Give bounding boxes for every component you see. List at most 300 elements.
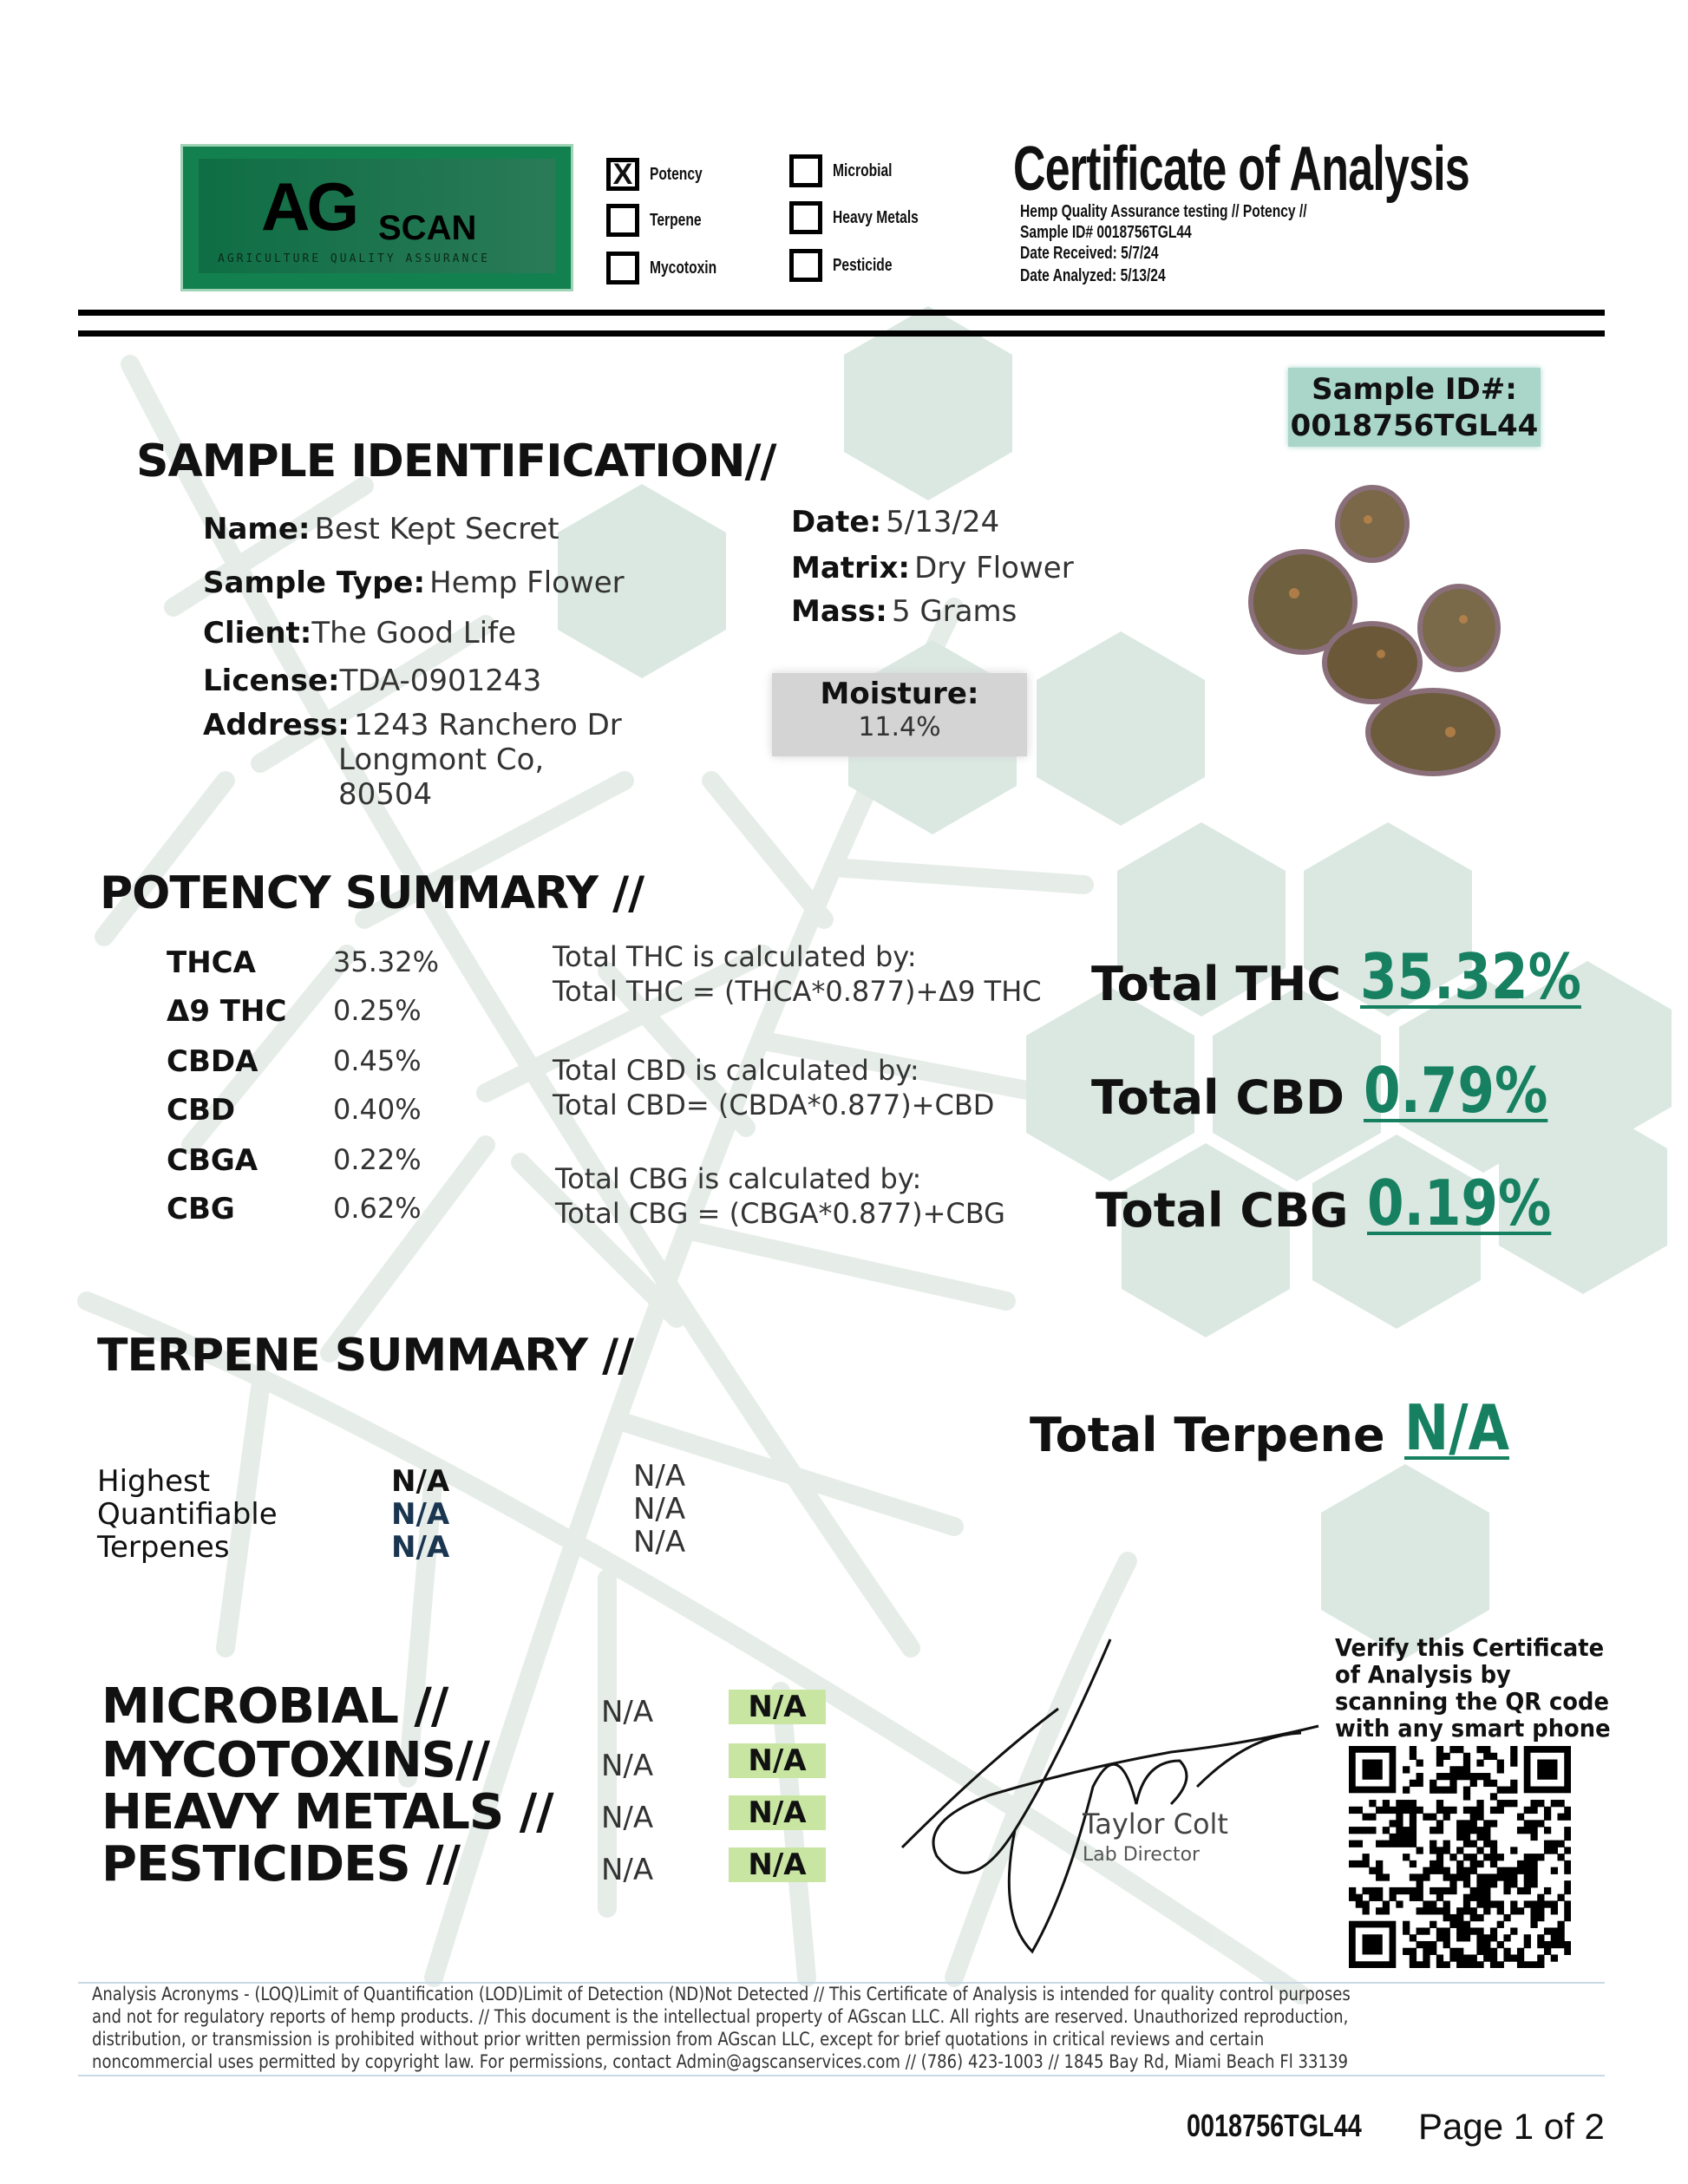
qr-module bbox=[1490, 1860, 1497, 1867]
qr-module bbox=[1436, 1934, 1443, 1941]
qr-module bbox=[1476, 1773, 1483, 1780]
qr-module bbox=[1503, 1887, 1510, 1894]
verify-line: Verify this Certificate bbox=[1335, 1633, 1605, 1662]
qr-module bbox=[1436, 1746, 1443, 1753]
qr-module bbox=[1470, 1961, 1477, 1968]
qr-module bbox=[1436, 1753, 1443, 1760]
qr-module bbox=[1490, 1753, 1497, 1760]
terpene-summary-heading: TERPENE SUMMARY // bbox=[97, 1330, 634, 1382]
qr-module bbox=[1483, 1820, 1490, 1827]
qr-module bbox=[1476, 1860, 1483, 1867]
cannabinoid-value: 0.45% bbox=[333, 1044, 422, 1077]
qr-module bbox=[1510, 1900, 1517, 1907]
qr-module bbox=[1456, 1921, 1463, 1928]
matrix-value: Dry Flower bbox=[914, 551, 1074, 585]
qr-module bbox=[1503, 1867, 1510, 1874]
qr-module bbox=[1564, 1807, 1571, 1814]
qr-module bbox=[1463, 1961, 1470, 1968]
qr-module bbox=[1376, 1860, 1383, 1867]
qr-module bbox=[1423, 1900, 1430, 1907]
qr-module bbox=[1510, 1873, 1517, 1880]
qr-module bbox=[1557, 1941, 1564, 1948]
test-result-badge: N/A bbox=[729, 1743, 826, 1778]
qr-module bbox=[1503, 1800, 1510, 1807]
test-value: N/A bbox=[601, 1749, 654, 1783]
checkbox-microbial[interactable] bbox=[789, 154, 822, 187]
qr-module bbox=[1349, 1860, 1356, 1867]
qr-module bbox=[1483, 1941, 1490, 1948]
qr-module bbox=[1456, 1867, 1463, 1874]
qr-module bbox=[1530, 1834, 1537, 1841]
cannabinoid-name: CBGA bbox=[167, 1143, 258, 1178]
qr-module bbox=[1497, 1787, 1504, 1794]
qr-module bbox=[1557, 1841, 1564, 1847]
qr-module bbox=[1436, 1860, 1443, 1867]
qr-module bbox=[1530, 1961, 1537, 1968]
qr-module bbox=[1430, 1814, 1436, 1821]
qr-module bbox=[1449, 1880, 1456, 1887]
qr-module bbox=[1530, 1914, 1537, 1921]
qr-module bbox=[1410, 1827, 1416, 1834]
qr-module bbox=[1476, 1827, 1483, 1834]
qr-module bbox=[1463, 1760, 1470, 1767]
qr-module bbox=[1356, 1894, 1363, 1901]
qr-module bbox=[1410, 1948, 1416, 1955]
qr-module bbox=[1410, 1841, 1416, 1847]
qr-module bbox=[1363, 1760, 1383, 1780]
qr-module bbox=[1396, 1800, 1403, 1807]
qr-module bbox=[1456, 1834, 1463, 1841]
qr-module bbox=[1490, 1873, 1497, 1880]
qr-module bbox=[1544, 1847, 1551, 1854]
qr-module bbox=[1503, 1934, 1510, 1941]
address-line: 80504 bbox=[338, 777, 433, 812]
qr-module bbox=[1557, 1894, 1564, 1901]
qr-module bbox=[1443, 1841, 1450, 1847]
checkbox-terpene[interactable] bbox=[606, 204, 639, 237]
qr-module bbox=[1436, 1807, 1443, 1814]
cannabinoid-value: 35.32% bbox=[333, 945, 440, 978]
checkbox-heavy-metals[interactable] bbox=[789, 201, 822, 234]
qr-module bbox=[1416, 1907, 1423, 1914]
qr-module bbox=[1369, 1894, 1376, 1901]
qr-module bbox=[1449, 1766, 1456, 1773]
qr-module bbox=[1537, 1894, 1544, 1901]
qr-module bbox=[1463, 1900, 1470, 1907]
qr-module bbox=[1430, 1921, 1436, 1928]
qr-module bbox=[1564, 1860, 1571, 1867]
qr-module bbox=[1443, 1961, 1450, 1968]
qr-module bbox=[1430, 1860, 1436, 1867]
qr-module bbox=[1551, 1800, 1558, 1807]
qr-module bbox=[1443, 1867, 1450, 1874]
qr-module bbox=[1443, 1773, 1450, 1780]
divider bbox=[78, 310, 1605, 316]
qr-module bbox=[1363, 1854, 1370, 1860]
qr-module bbox=[1476, 1760, 1483, 1767]
qr-module bbox=[1517, 1907, 1524, 1914]
qr-module bbox=[1356, 1841, 1363, 1847]
qr-module bbox=[1430, 1887, 1436, 1894]
qr-module bbox=[1430, 1827, 1436, 1834]
qr-module bbox=[1430, 1780, 1436, 1787]
license-label: License: bbox=[203, 664, 340, 698]
checkbox-label: Pesticide bbox=[833, 256, 893, 275]
qr-module bbox=[1463, 1787, 1470, 1794]
qr-module bbox=[1383, 1807, 1390, 1814]
qr-module bbox=[1403, 1887, 1410, 1894]
verify-line: scanning the QR code bbox=[1335, 1687, 1609, 1716]
qr-module bbox=[1436, 1827, 1443, 1834]
qr-module bbox=[1449, 1787, 1456, 1794]
qr-module bbox=[1524, 1873, 1531, 1880]
qr-module bbox=[1416, 1894, 1423, 1901]
qr-module bbox=[1436, 1887, 1443, 1894]
qr-module bbox=[1470, 1780, 1477, 1787]
header-sample-id: Sample ID# 0018756TGL44 bbox=[1020, 223, 1192, 242]
qr-module bbox=[1476, 1887, 1483, 1894]
qr-module bbox=[1524, 1807, 1531, 1814]
qr-module bbox=[1476, 1847, 1483, 1854]
qr-module bbox=[1390, 1820, 1397, 1827]
qr-module bbox=[1524, 1900, 1531, 1907]
cannabinoid-value: 0.25% bbox=[333, 994, 422, 1027]
qr-module bbox=[1490, 1793, 1497, 1800]
total-row bbox=[1091, 1056, 1580, 1125]
qr-module bbox=[1497, 1900, 1504, 1907]
cannabinoid-value: 0.22% bbox=[333, 1143, 422, 1176]
qr-module bbox=[1463, 1841, 1470, 1847]
qr-module bbox=[1430, 1787, 1436, 1794]
qr-module bbox=[1456, 1961, 1463, 1968]
qr-module bbox=[1416, 1927, 1423, 1934]
qr-module bbox=[1463, 1867, 1470, 1874]
qr-module bbox=[1497, 1766, 1504, 1773]
qr-module bbox=[1470, 1927, 1477, 1934]
qr-module bbox=[1410, 1860, 1416, 1867]
qr-module bbox=[1383, 1800, 1390, 1807]
checkbox-mycotoxin[interactable] bbox=[606, 252, 639, 284]
qr-module bbox=[1449, 1807, 1456, 1814]
qr-module bbox=[1537, 1941, 1544, 1948]
qr-module bbox=[1483, 1887, 1490, 1894]
total-label: Total CBD bbox=[1091, 1070, 1345, 1125]
qr-module bbox=[1483, 1827, 1490, 1834]
signatory-name: Taylor Colt bbox=[1083, 1808, 1228, 1841]
qr-module bbox=[1443, 1753, 1450, 1760]
qr-module bbox=[1436, 1787, 1443, 1794]
qr-module bbox=[1463, 1807, 1470, 1814]
qr-module bbox=[1517, 1887, 1524, 1894]
cannabinoid-value: 0.40% bbox=[333, 1093, 422, 1126]
terpene-value: N/A bbox=[633, 1459, 686, 1494]
cannabinoid-name: CBG bbox=[167, 1192, 235, 1226]
logo-brand: AG bbox=[261, 168, 356, 245]
qr-module bbox=[1430, 1907, 1436, 1914]
qr-module bbox=[1510, 1787, 1517, 1794]
qr-module bbox=[1497, 1941, 1504, 1948]
cannabinoid-value: 0.62% bbox=[333, 1192, 422, 1225]
qr-module bbox=[1470, 1773, 1477, 1780]
mass-label: Mass: bbox=[791, 594, 887, 629]
page-sample-id: 0018756TGL44 bbox=[1187, 2108, 1362, 2143]
qr-module bbox=[1410, 1753, 1416, 1760]
qr-module bbox=[1443, 1807, 1450, 1814]
name-value: Best Kept Secret bbox=[314, 512, 559, 546]
checkbox-pesticide[interactable] bbox=[789, 249, 822, 282]
qr-module bbox=[1456, 1847, 1463, 1854]
qr-module bbox=[1349, 1841, 1356, 1847]
qr-module bbox=[1544, 1814, 1551, 1821]
qr-module bbox=[1497, 1854, 1504, 1860]
potency-summary-heading: POTENCY SUMMARY // bbox=[100, 867, 644, 919]
qr-module bbox=[1564, 1880, 1571, 1887]
qr-module bbox=[1564, 1834, 1571, 1841]
qr-module bbox=[1349, 1827, 1356, 1834]
qr-module bbox=[1551, 1907, 1558, 1914]
qr-module bbox=[1476, 1873, 1483, 1880]
qr-module bbox=[1483, 1753, 1490, 1760]
qr-module bbox=[1410, 1746, 1416, 1753]
test-value: N/A bbox=[601, 1695, 654, 1730]
qr-module bbox=[1403, 1766, 1410, 1773]
footer-text: noncommercial uses permitted by copyright law. For permissions, contact Admin@agscanservices.com // (786) 423-1003 // 1845 Bay Rd, Miami Beach Fl 33139 bbox=[92, 2051, 1348, 2072]
formula-title: Total THC is calculated by: bbox=[553, 940, 917, 973]
qr-module bbox=[1497, 1867, 1504, 1874]
agscan-logo bbox=[180, 144, 573, 291]
qr-module bbox=[1423, 1927, 1430, 1934]
qr-module bbox=[1510, 1753, 1517, 1760]
qr-module bbox=[1510, 1927, 1517, 1934]
qr-module bbox=[1463, 1880, 1470, 1887]
qr-module bbox=[1470, 1914, 1477, 1921]
qr-module bbox=[1436, 1954, 1443, 1961]
qr-module bbox=[1557, 1814, 1564, 1821]
qr-module bbox=[1476, 1948, 1483, 1955]
qr-module bbox=[1551, 1841, 1558, 1847]
qr-module bbox=[1430, 1841, 1436, 1847]
qr-module bbox=[1383, 1841, 1390, 1847]
qr-module bbox=[1517, 1860, 1524, 1867]
qr-module bbox=[1524, 1887, 1531, 1894]
header-date-analyzed: Date Analyzed: 5/13/24 bbox=[1020, 266, 1166, 285]
qr-module bbox=[1443, 1787, 1450, 1794]
qr-module bbox=[1510, 1746, 1517, 1753]
qr-module bbox=[1349, 1807, 1356, 1814]
qr-module bbox=[1524, 1854, 1531, 1860]
qr-module bbox=[1476, 1800, 1483, 1807]
qr-module bbox=[1524, 1867, 1531, 1874]
qr-module bbox=[1416, 1873, 1423, 1880]
qr-module bbox=[1530, 1867, 1537, 1874]
terpene-side-label: Highest bbox=[97, 1464, 211, 1499]
qr-module bbox=[1463, 1854, 1470, 1860]
qr-module bbox=[1551, 1927, 1558, 1934]
sample-id-label: Sample ID#: bbox=[1312, 372, 1517, 407]
name-label: Name: bbox=[203, 512, 311, 546]
qr-module bbox=[1396, 1834, 1403, 1841]
qr-module bbox=[1551, 1900, 1558, 1907]
qr-module bbox=[1390, 1894, 1397, 1901]
qr-module bbox=[1564, 1907, 1571, 1914]
qr-module bbox=[1356, 1900, 1363, 1907]
qr-module bbox=[1390, 1834, 1397, 1841]
qr-module bbox=[1449, 1873, 1456, 1880]
qr-module bbox=[1416, 1941, 1423, 1948]
qr-module bbox=[1436, 1927, 1443, 1934]
qr-module bbox=[1483, 1894, 1490, 1901]
qr-module bbox=[1497, 1800, 1504, 1807]
qr-module bbox=[1544, 1807, 1551, 1814]
qr-module bbox=[1410, 1954, 1416, 1961]
checkbox-label: Potency bbox=[650, 165, 703, 184]
terpene-name: N/A bbox=[391, 1530, 450, 1565]
checkbox-label: Mycotoxin bbox=[650, 258, 717, 278]
qr-module bbox=[1383, 1900, 1390, 1907]
moisture-box bbox=[772, 673, 1027, 756]
qr-code[interactable] bbox=[1349, 1746, 1571, 1968]
verify-text bbox=[1335, 1634, 1611, 1742]
checkbox-label: Terpene bbox=[650, 211, 702, 230]
cannabinoid-name: THCA bbox=[167, 945, 256, 980]
address-label: Address: bbox=[203, 708, 350, 742]
date-label: Date: bbox=[791, 505, 882, 539]
checkbox-potency[interactable]: X bbox=[606, 158, 639, 191]
test-heading: MICROBIAL // bbox=[101, 1678, 448, 1735]
qr-module bbox=[1423, 1954, 1430, 1961]
qr-module bbox=[1403, 1787, 1410, 1794]
qr-module bbox=[1463, 1820, 1470, 1827]
qr-module bbox=[1470, 1820, 1477, 1827]
qr-module bbox=[1537, 1914, 1544, 1921]
terpene-value: N/A bbox=[633, 1525, 686, 1560]
signature bbox=[885, 1631, 1336, 1960]
qr-module bbox=[1490, 1820, 1497, 1827]
qr-module bbox=[1376, 1887, 1383, 1894]
qr-module bbox=[1443, 1914, 1450, 1921]
qr-module bbox=[1423, 1941, 1430, 1948]
qr-module bbox=[1510, 1847, 1517, 1854]
sample-type-value: Hemp Flower bbox=[429, 566, 625, 600]
qr-module bbox=[1416, 1887, 1423, 1894]
qr-module bbox=[1544, 1841, 1551, 1847]
qr-module bbox=[1363, 1827, 1370, 1834]
qr-module bbox=[1463, 1907, 1470, 1914]
qr-module bbox=[1476, 1807, 1483, 1814]
qr-module bbox=[1544, 1900, 1551, 1907]
qr-module bbox=[1530, 1907, 1537, 1914]
qr-module bbox=[1436, 1867, 1443, 1874]
qr-module bbox=[1544, 1927, 1551, 1934]
terpene-side-label: Quantifiable bbox=[97, 1497, 278, 1532]
qr-module bbox=[1510, 1954, 1517, 1961]
footer-text: distribution, or transmission is prohibited without prior written permission from AGscan LLC, except for brief quotations in critical reviews and certain bbox=[92, 2029, 1265, 2050]
qr-module bbox=[1476, 1880, 1483, 1887]
qr-module bbox=[1436, 1894, 1443, 1901]
qr-module bbox=[1396, 1841, 1403, 1847]
qr-module bbox=[1483, 1880, 1490, 1887]
qr-module bbox=[1403, 1827, 1410, 1834]
qr-module bbox=[1396, 1827, 1403, 1834]
qr-module bbox=[1530, 1807, 1537, 1814]
qr-module bbox=[1470, 1814, 1477, 1821]
qr-module bbox=[1564, 1948, 1571, 1955]
test-result-badge: N/A bbox=[729, 1847, 826, 1882]
qr-module bbox=[1510, 1880, 1517, 1887]
qr-module bbox=[1449, 1954, 1456, 1961]
qr-module bbox=[1376, 1873, 1383, 1880]
qr-module bbox=[1530, 1921, 1537, 1928]
terpene-value: N/A bbox=[633, 1492, 686, 1527]
qr-module bbox=[1410, 1934, 1416, 1941]
matrix-label: Matrix: bbox=[791, 551, 910, 585]
qr-module bbox=[1483, 1834, 1490, 1841]
qr-module bbox=[1483, 1873, 1490, 1880]
qr-module bbox=[1490, 1807, 1497, 1814]
qr-module bbox=[1349, 1887, 1356, 1894]
total-row bbox=[1091, 942, 1620, 1011]
qr-module bbox=[1470, 1907, 1477, 1914]
qr-module bbox=[1490, 1961, 1497, 1968]
qr-module bbox=[1436, 1961, 1443, 1968]
qr-module bbox=[1557, 1934, 1564, 1941]
formula-expression: Total THC = (THCA*0.877)+Δ9 THC bbox=[553, 975, 1042, 1008]
qr-module bbox=[1443, 1941, 1450, 1948]
date-value: 5/13/24 bbox=[886, 505, 1000, 539]
qr-module bbox=[1416, 1961, 1423, 1968]
qr-module bbox=[1483, 1948, 1490, 1955]
qr-module bbox=[1476, 1934, 1483, 1941]
qr-module bbox=[1430, 1867, 1436, 1874]
formula-title: Total CBG is calculated by: bbox=[555, 1162, 922, 1195]
qr-module bbox=[1537, 1800, 1544, 1807]
qr-module bbox=[1483, 1934, 1490, 1941]
qr-module bbox=[1564, 1887, 1571, 1894]
total-row bbox=[1096, 1168, 1584, 1238]
qr-module bbox=[1530, 1860, 1537, 1867]
qr-module bbox=[1537, 1820, 1544, 1827]
qr-module bbox=[1517, 1954, 1524, 1961]
qr-module bbox=[1449, 1773, 1456, 1780]
qr-module bbox=[1476, 1900, 1483, 1907]
qr-module bbox=[1537, 1854, 1544, 1860]
hexagon-shape bbox=[1037, 631, 1205, 826]
qr-module bbox=[1376, 1907, 1383, 1914]
qr-module bbox=[1497, 1961, 1504, 1968]
total-terpene-label: Total Terpene bbox=[1030, 1408, 1385, 1462]
client-value: The Good Life bbox=[311, 616, 517, 651]
qr-module bbox=[1423, 1948, 1430, 1955]
qr-module bbox=[1356, 1827, 1363, 1834]
qr-module bbox=[1376, 1894, 1383, 1901]
qr-module bbox=[1497, 1760, 1504, 1767]
qr-module bbox=[1517, 1827, 1524, 1834]
qr-module bbox=[1416, 1760, 1423, 1767]
qr-module bbox=[1476, 1941, 1483, 1948]
qr-module bbox=[1456, 1820, 1463, 1827]
qr-module bbox=[1463, 1834, 1470, 1841]
qr-module bbox=[1510, 1907, 1517, 1914]
qr-module bbox=[1476, 1814, 1483, 1821]
qr-module bbox=[1530, 1854, 1537, 1860]
qr-module bbox=[1363, 1887, 1370, 1894]
qr-module bbox=[1463, 1873, 1470, 1880]
qr-module bbox=[1470, 1894, 1477, 1901]
total-terpene-row bbox=[1030, 1393, 1528, 1462]
qr-module bbox=[1456, 1927, 1463, 1934]
qr-module bbox=[1510, 1760, 1517, 1767]
qr-module bbox=[1369, 1867, 1376, 1874]
